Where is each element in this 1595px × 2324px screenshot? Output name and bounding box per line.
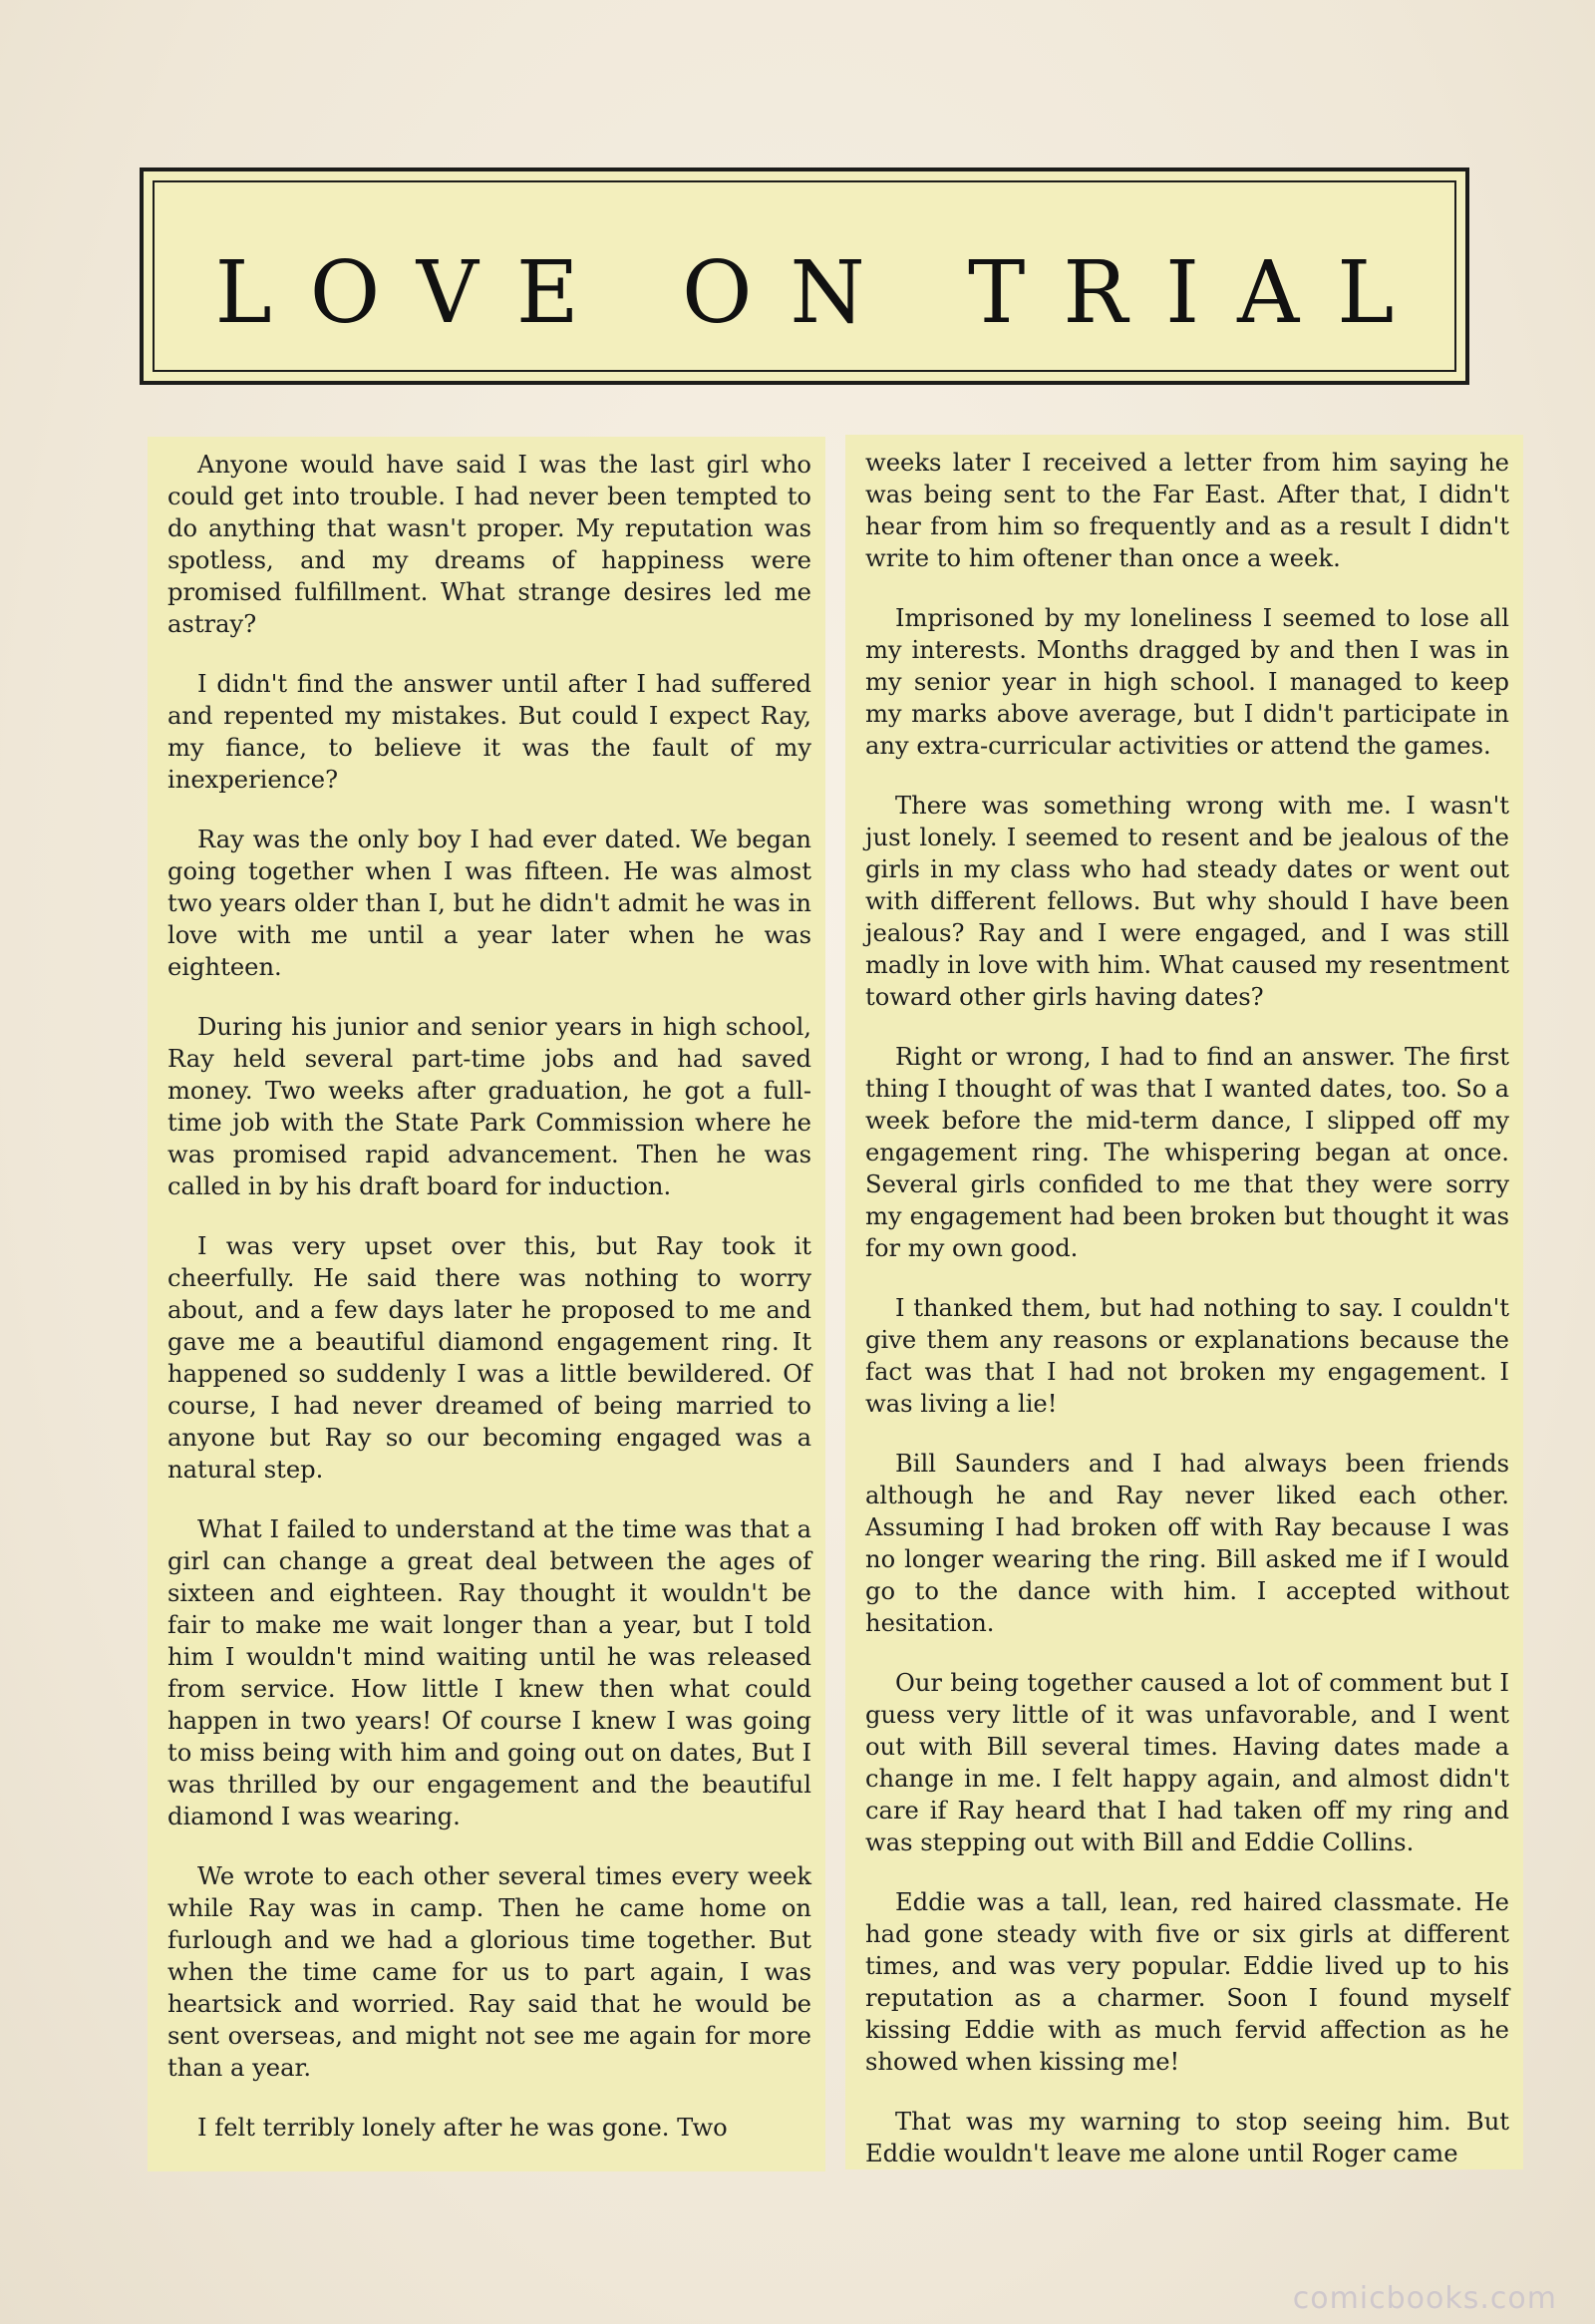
paragraph: Ray was the only boy I had ever dated. We began going together when I was fifteen. He was almost two years older than I, but he didn't admit he was in love with me until a year later when he was eighteen.: [167, 826, 811, 981]
text-column-left: [148, 437, 825, 2171]
paragraph: Our being together caused a lot of comment but I guess very little of it was unfavorable, and I went out with Bill several times. Having dates made a change in me. I felt happy again, and almost didn't care if Ray heard that I had taken off my ring and was stepping out with Bill and Eddie Collins.: [865, 1669, 1509, 1856]
paragraph: I was very upset over this, but Ray took it cheerfully. He said there was nothing to worry about, and a few days later he proposed to me and gave me a beautiful diamond engagement ring. It happened so suddenly I was a little bewildered. Of course, I had never dreamed of being married to anyone but Ray so our becoming engaged was a natural step.: [167, 1232, 811, 1484]
paragraph-continuation: weeks later I received a letter from him saying he was being sent to the Far East. After that, I didn't hear from him so frequently and as a result I didn't write to him oftener than once a week.: [865, 449, 1509, 572]
paragraph: We wrote to each other several times every week while Ray was in camp. Then he came home on furlough and we had a glorious time together. But when the time came for us to part again, I was heartsick and worried. Ray said that he would be sent overseas, and might not see me again for more than a year.: [167, 1862, 811, 2082]
paragraph: I didn't find the answer until after I had suffered and repented my mistakes. But could I expect Ray, my fiance, to believe it was the fault of my inexperience?: [167, 670, 811, 794]
paragraph: During his junior and senior years in high school, Ray held several part-time jobs and had saved money. Two weeks after graduation, he got a full-time job with the State Park Commission where he was promised rapid advancement. Then he was called in by his draft board for induction.: [167, 1013, 811, 1200]
paragraph: There was something wrong with me. I wasn't just lonely. I seemed to resent and be jealous of the girls in my class who had steady dates or went out with different fellows. But why should I have been jealous? Ray and I were engaged, and I was still madly in love with him. What caused my resentment toward other girls having dates?: [865, 792, 1509, 1011]
story-title: LOVE ON TRIAL: [214, 243, 1433, 343]
paragraph: What I failed to understand at the time was that a girl can change a great deal between the ages of sixteen and eighteen. Ray thought it wouldn't be fair to make me wait longer than a year, but I told him I wouldn't mind waiting until he was released from service. How little I knew then what could happen in two years! Of course I knew I was going to miss being with him and going out on dates, But I was thrilled by our engagement and the beautiful diamond I was wearing.: [167, 1515, 811, 1830]
paragraph: Bill Saunders and I had always been friends although he and Ray never liked each other. Assuming I had broken off with Ray because I was no longer wearing the ring. Bill asked me if I would go to the dance with him. I accepted without hesitation.: [865, 1450, 1509, 1637]
text-column-right: [845, 435, 1523, 2169]
paragraph: That was my warning to stop seeing him. But Eddie wouldn't leave me alone until Roger came: [865, 2108, 1509, 2167]
watermark: comicbooks.com: [1292, 2281, 1557, 2316]
paragraph: Right or wrong, I had to find an answer. The first thing I thought of was that I wanted dates, too. So a week before the mid-term dance, I slipped off my engagement ring. The whispering began at once. Several girls confided to me that they were sorry my engagement had been broken but thought it was for my own good.: [865, 1043, 1509, 1262]
paragraph: I thanked them, but had nothing to say. I couldn't give them any reasons or explanations because the fact was that I had not broken my engagement. I was living a lie!: [865, 1294, 1509, 1418]
title-panel: [140, 167, 1469, 385]
paragraph: Eddie was a tall, lean, red haired classmate. He had gone steady with five or six girls at different times, and was very popular. Eddie lived up to his reputation as a charmer. Soon I found myself kissing Eddie with as much fervid affection as he showed when kissing me!: [865, 1888, 1509, 2076]
paragraph: Anyone would have said I was the last girl who could get into trouble. I had never been tempted to do anything that wasn't proper. My reputation was spotless, and my dreams of happiness were promised fulfillment. What strange desires led me astray?: [167, 451, 811, 638]
paragraph: I felt terribly lonely after he was gone. Two: [197, 2114, 728, 2142]
paragraph: Imprisoned by my loneliness I seemed to lose all my interests. Months dragged by and then I was in my senior year in high school. I managed to keep my marks above average, but I didn't participate in any extra-curricular activities or attend the games.: [865, 604, 1509, 760]
